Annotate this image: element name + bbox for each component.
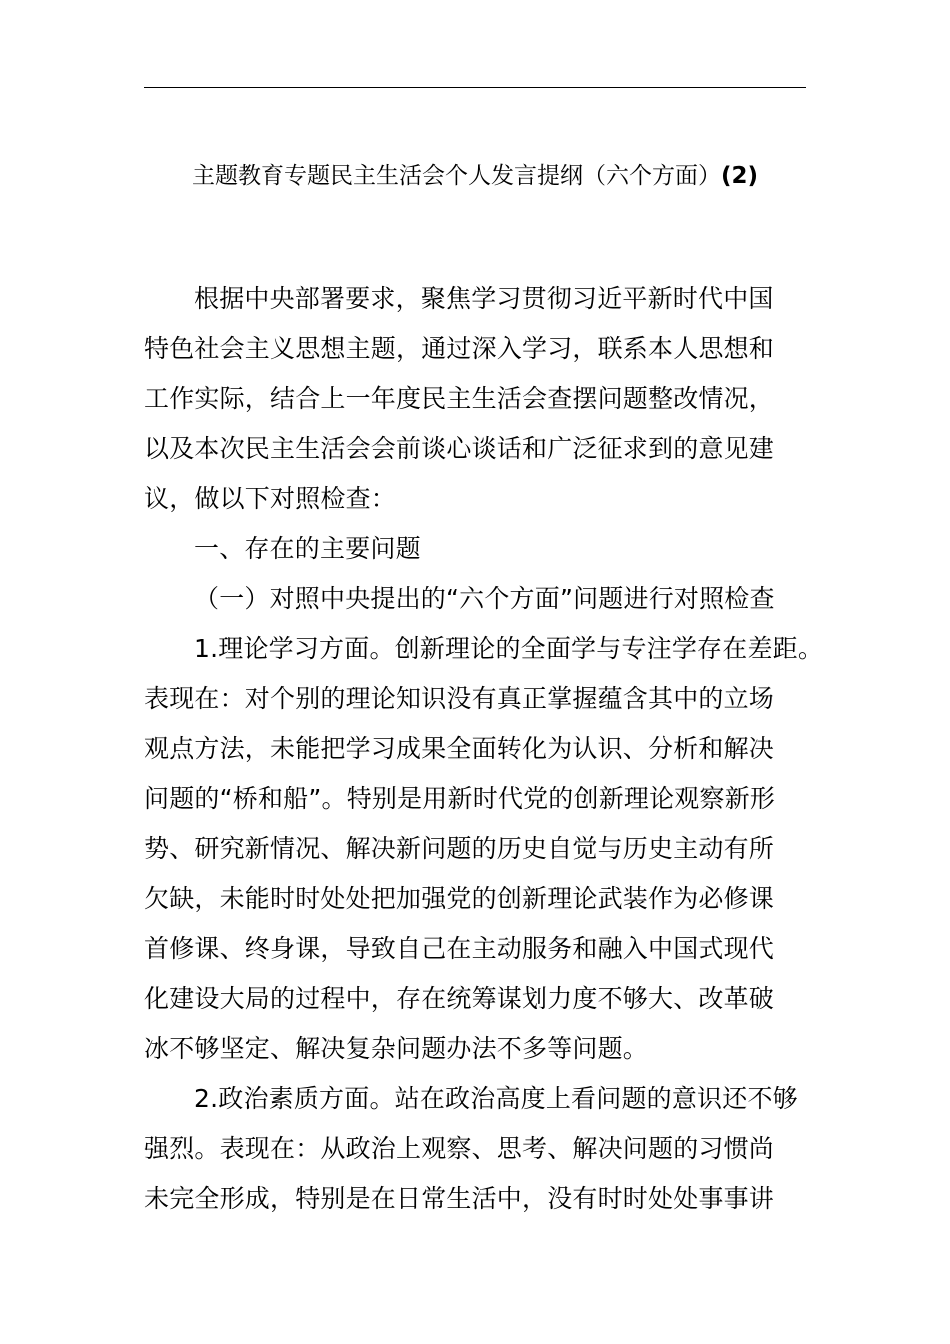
paragraph-line: 2.政治素质方面。站在政治高度上看问题的意识还不够 (194, 1084, 798, 1113)
document-body (144, 274, 824, 1224)
paragraph-line: 工作实际，结合上一年度民主生活会查摆问题整改情况， (144, 384, 775, 413)
paragraph-line: 议，做以下对照检查： (144, 484, 397, 513)
paragraph-line: 以及本次民主生活会会前谈心谈话和广泛征求到的意见建 (144, 434, 775, 463)
paragraph-line: 问题的“桥和船”。特别是用新时代党的创新理论观察新形 (144, 784, 776, 813)
paragraph-line: 首修课、终身课，导致自己在主动服务和融入中国式现代 (144, 934, 775, 963)
paragraph-line: 根据中央部署要求，聚焦学习贯彻习近平新时代中国 (194, 284, 774, 313)
paragraph-line: 化建设大局的过程中，存在统筹谋划力度不够大、改革破 (144, 984, 775, 1013)
title-main: 主题教育专题民主生活会个人发言提纲（六个方面） (191, 163, 721, 189)
paragraph-line: 表现在：对个别的理论知识没有真正掌握蕴含其中的立场 (144, 684, 775, 713)
paragraph-line: 势、研究新情况、解决新问题的历史自觉与历史主动有所 (144, 834, 775, 863)
section-heading: 一、存在的主要问题 (194, 534, 421, 563)
paragraph-line: 强烈。表现在：从政治上观察、思考、解决问题的习惯尚 (144, 1134, 775, 1163)
paragraph-line: 冰不够坚定、解决复杂问题办法不多等问题。 (144, 1034, 649, 1063)
subsection-heading: （一）对照中央提出的“六个方面”问题进行对照检查 (194, 584, 775, 613)
title-suffix: (2) (720, 163, 759, 189)
paragraph-line: 未完全形成，特别是在日常生活中，没有时时处处事事讲 (144, 1184, 775, 1213)
document-title (144, 158, 806, 194)
paragraph-line: 1.理论学习方面。创新理论的全面学与专注学存在差距。 (194, 634, 824, 663)
paragraph-line: 特色社会主义思想主题，通过深入学习，联系本人思想和 (144, 334, 775, 363)
paragraph-line: 观点方法，未能把学习成果全面转化为认识、分析和解决 (144, 734, 775, 763)
paragraph-line: 欠缺，未能时时处处把加强党的创新理论武装作为必修课 (144, 884, 775, 913)
header-rule (144, 87, 806, 88)
